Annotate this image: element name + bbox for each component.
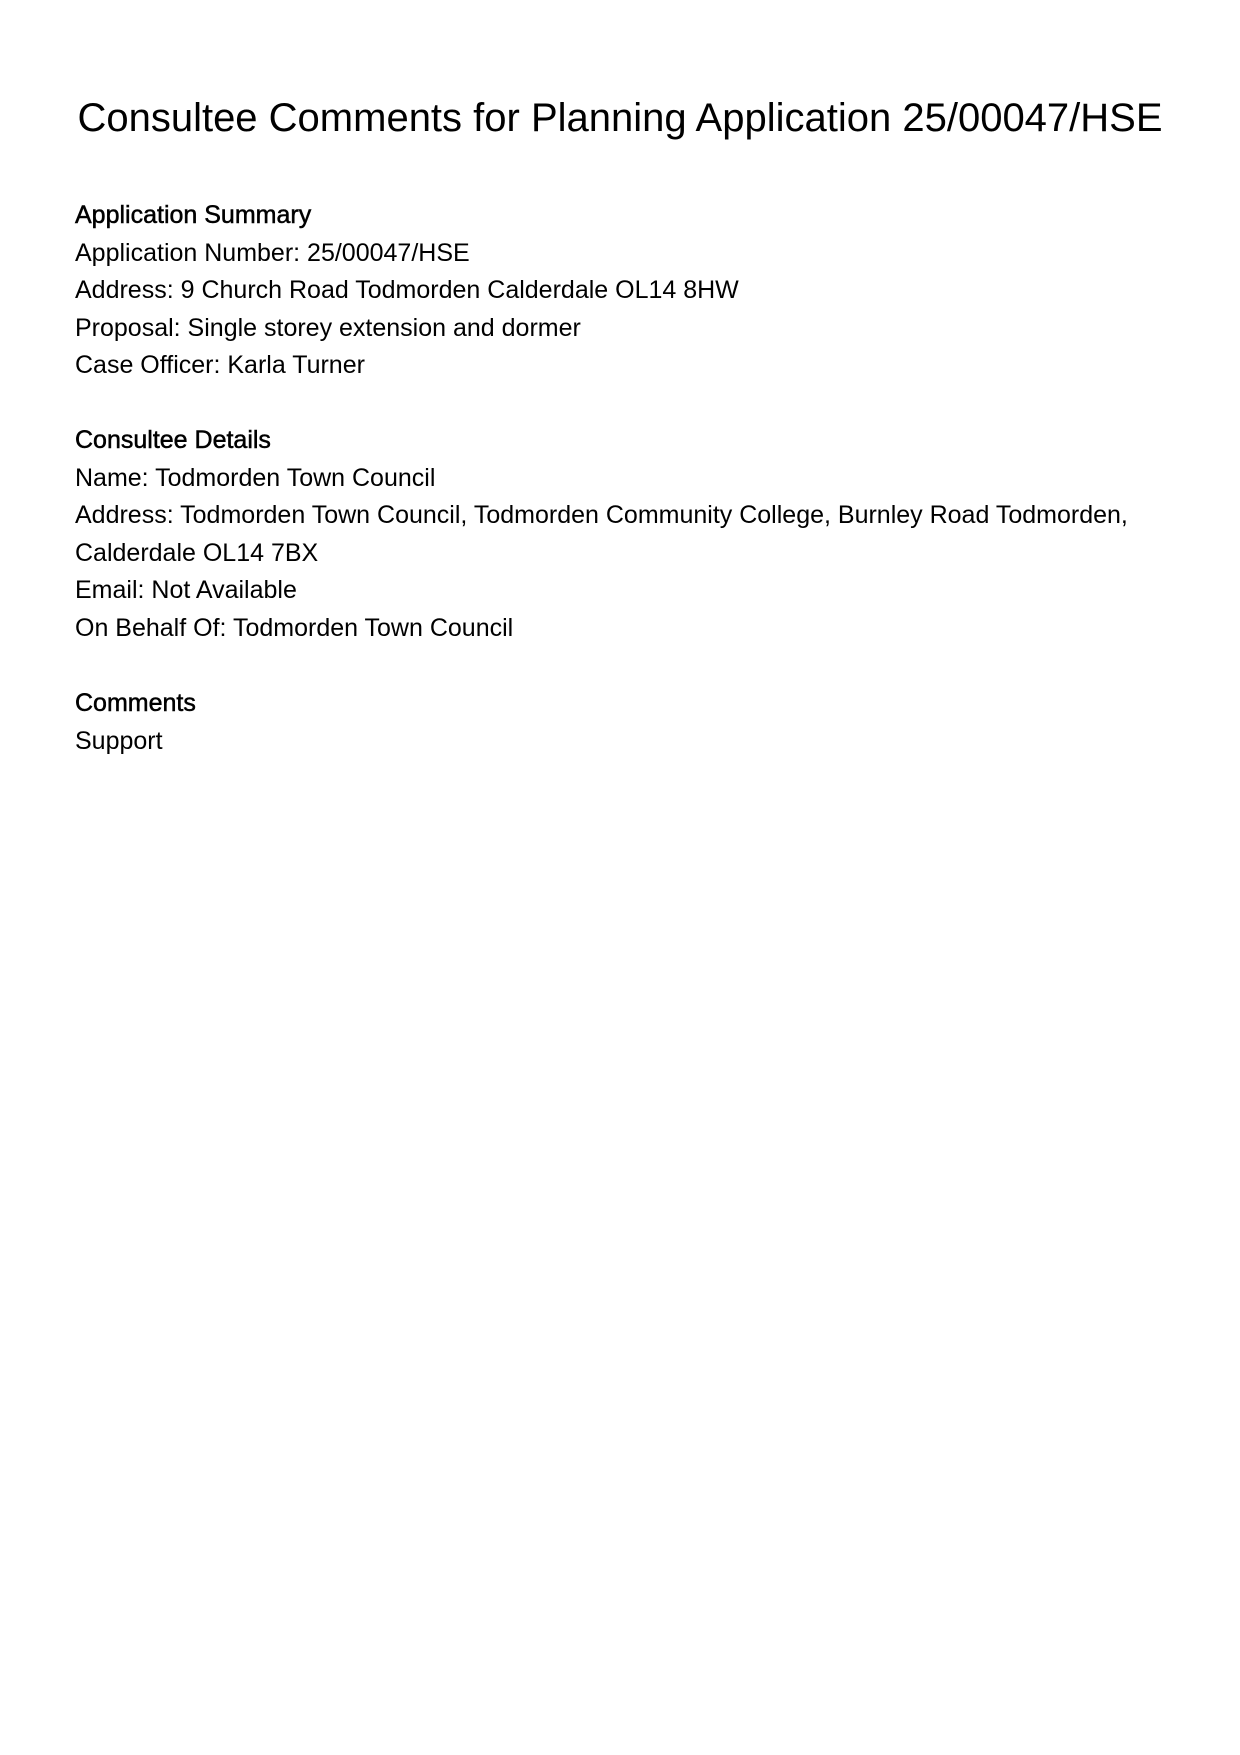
- consultee-address-line-1: Address: Todmorden Town Council, Todmorden Community College, Burnley Road Todmorden,: [75, 501, 1128, 529]
- consultee-details-section: [75, 422, 1175, 647]
- page-title: Consultee Comments for Planning Application 25/00047/HSE: [77, 96, 1163, 140]
- consultee-email: Email: Not Available: [75, 576, 297, 604]
- comments-heading: Comments: [75, 689, 196, 717]
- consultee-on-behalf-of: On Behalf Of: Todmorden Town Council: [75, 613, 514, 642]
- consultee-details-heading: Consultee Details: [75, 426, 271, 454]
- application-address: Address: 9 Church Road Todmorden Calderdale OL14 8HW: [75, 276, 739, 304]
- application-proposal: Proposal: Single storey extension and dormer: [75, 313, 581, 342]
- consultee-address-line-2: Calderdale OL14 7BX: [75, 538, 319, 567]
- application-number: Application Number: 25/00047/HSE: [75, 238, 470, 267]
- application-summary-section: [75, 197, 1175, 385]
- comments-text: Support: [75, 726, 163, 755]
- consultee-name: Name: Todmorden Town Council: [75, 463, 436, 492]
- case-officer: Case Officer: Karla Turner: [75, 351, 365, 379]
- comments-section: [75, 685, 1175, 760]
- application-summary-heading: Application Summary: [75, 201, 312, 229]
